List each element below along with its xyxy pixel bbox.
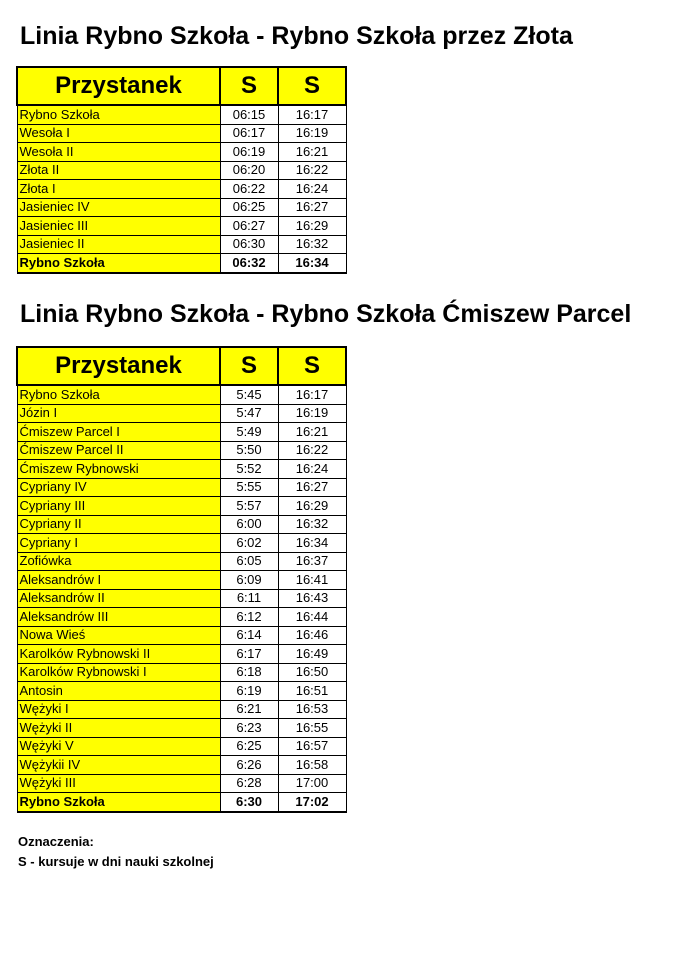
- departure-time: 06:20: [220, 161, 278, 180]
- stop-name: Wężykii IV: [17, 756, 220, 775]
- legend-heading: Oznaczenia:: [18, 834, 94, 849]
- table-row: [17, 552, 346, 571]
- table-row: [17, 385, 346, 404]
- table-row: [17, 700, 346, 719]
- timetable: [16, 346, 347, 813]
- departure-time: 5:52: [220, 460, 278, 479]
- departure-time: 6:17: [220, 645, 278, 664]
- departure-time: 06:30: [220, 235, 278, 254]
- stop-name: Wesoła I: [17, 124, 220, 143]
- table-row: [17, 143, 346, 162]
- table-row: [17, 719, 346, 738]
- departure-time: 16:19: [278, 404, 346, 423]
- stop-name: Rybno Szkoła: [17, 793, 220, 813]
- table-row: [17, 793, 346, 813]
- stop-name: Zofiówka: [17, 552, 220, 571]
- departure-time: 16:32: [278, 235, 346, 254]
- stop-name: Józin I: [17, 404, 220, 423]
- stop-name: Karolków Rybnowski II: [17, 645, 220, 664]
- table-row: [17, 254, 346, 274]
- stop-name: Aleksandrów I: [17, 571, 220, 590]
- stop-name: Cypriany II: [17, 515, 220, 534]
- stop-name: Złota I: [17, 180, 220, 199]
- departure-time: 6:09: [220, 571, 278, 590]
- table-row: [17, 589, 346, 608]
- table-row: [17, 235, 346, 254]
- departure-time: 17:00: [278, 774, 346, 793]
- departure-time: 6:02: [220, 534, 278, 553]
- departure-time: 6:23: [220, 719, 278, 738]
- departure-time: 16:17: [278, 105, 346, 124]
- departure-time: 6:14: [220, 626, 278, 645]
- departure-time: 16:57: [278, 737, 346, 756]
- departure-time: 16:46: [278, 626, 346, 645]
- stop-name: Nowa Wieś: [17, 626, 220, 645]
- legend-item: S - kursuje w dni nauki szkolnej: [18, 854, 214, 869]
- table-row: [17, 180, 346, 199]
- departure-time: 16:58: [278, 756, 346, 775]
- timetable: [16, 66, 347, 274]
- table-row: [17, 571, 346, 590]
- departure-time: 16:55: [278, 719, 346, 738]
- stop-name: Wężyki I: [17, 700, 220, 719]
- table-row: [17, 404, 346, 423]
- departure-time: 16:50: [278, 663, 346, 682]
- departure-time: 06:19: [220, 143, 278, 162]
- departure-time: 16:29: [278, 497, 346, 516]
- departure-time: 16:37: [278, 552, 346, 571]
- header-stop: Przystanek: [17, 347, 220, 385]
- stop-name: Ćmiszew Parcel I: [17, 423, 220, 442]
- departure-time: 16:29: [278, 217, 346, 236]
- departure-time: 6:25: [220, 737, 278, 756]
- departure-time: 16:41: [278, 571, 346, 590]
- header-col2: S: [278, 67, 346, 105]
- departure-time: 16:49: [278, 645, 346, 664]
- departure-time: 6:05: [220, 552, 278, 571]
- stop-name: Ćmiszew Rybnowski: [17, 460, 220, 479]
- table-row: [17, 478, 346, 497]
- departure-time: 16:34: [278, 534, 346, 553]
- header-stop: Przystanek: [17, 67, 220, 105]
- departure-time: 16:22: [278, 161, 346, 180]
- section-title: Linia Rybno Szkoła - Rybno Szkoła Ćmiszew Parcel: [20, 300, 632, 328]
- departure-time: 16:21: [278, 423, 346, 442]
- table-row: [17, 460, 346, 479]
- header-col1: S: [220, 67, 278, 105]
- stop-name: Złota II: [17, 161, 220, 180]
- stop-name: Antosin: [17, 682, 220, 701]
- stop-name: Ćmiszew Parcel II: [17, 441, 220, 460]
- departure-time: 16:21: [278, 143, 346, 162]
- table-row: [17, 534, 346, 553]
- legend: [18, 832, 214, 872]
- departure-time: 16:22: [278, 441, 346, 460]
- departure-time: 5:50: [220, 441, 278, 460]
- stop-name: Wesoła II: [17, 143, 220, 162]
- departure-time: 16:34: [278, 254, 346, 274]
- table-row: [17, 756, 346, 775]
- table-row: [17, 682, 346, 701]
- departure-time: 16:51: [278, 682, 346, 701]
- departure-time: 6:19: [220, 682, 278, 701]
- table-header-row: [17, 67, 346, 105]
- table-row: [17, 737, 346, 756]
- departure-time: 5:45: [220, 385, 278, 404]
- table-row: [17, 626, 346, 645]
- stop-name: Jasieniec IV: [17, 198, 220, 217]
- header-col2: S: [278, 347, 346, 385]
- departure-time: 06:15: [220, 105, 278, 124]
- table-row: [17, 124, 346, 143]
- departure-time: 06:17: [220, 124, 278, 143]
- departure-time: 6:00: [220, 515, 278, 534]
- stop-name: Rybno Szkoła: [17, 105, 220, 124]
- departure-time: 6:21: [220, 700, 278, 719]
- stop-name: Aleksandrów III: [17, 608, 220, 627]
- table-row: [17, 441, 346, 460]
- departure-time: 6:26: [220, 756, 278, 775]
- stop-name: Karolków Rybnowski I: [17, 663, 220, 682]
- stop-name: Cypriany I: [17, 534, 220, 553]
- stop-name: Wężyki III: [17, 774, 220, 793]
- departure-time: 16:19: [278, 124, 346, 143]
- table-row: [17, 198, 346, 217]
- departure-time: 5:47: [220, 404, 278, 423]
- stop-name: Cypriany IV: [17, 478, 220, 497]
- departure-time: 16:27: [278, 198, 346, 217]
- section-title: Linia Rybno Szkoła - Rybno Szkoła przez Złota: [20, 22, 573, 50]
- table-row: [17, 105, 346, 124]
- departure-time: 16:44: [278, 608, 346, 627]
- table-row: [17, 217, 346, 236]
- departure-time: 6:12: [220, 608, 278, 627]
- stop-name: Rybno Szkoła: [17, 385, 220, 404]
- departure-time: 5:49: [220, 423, 278, 442]
- table-row: [17, 515, 346, 534]
- departure-time: 06:32: [220, 254, 278, 274]
- table-row: [17, 423, 346, 442]
- departure-time: 6:28: [220, 774, 278, 793]
- departure-time: 6:30: [220, 793, 278, 813]
- stop-name: Wężyki II: [17, 719, 220, 738]
- stop-name: Wężyki V: [17, 737, 220, 756]
- departure-time: 16:43: [278, 589, 346, 608]
- table-row: [17, 608, 346, 627]
- stop-name: Jasieniec III: [17, 217, 220, 236]
- stop-name: Jasieniec II: [17, 235, 220, 254]
- stop-name: Rybno Szkoła: [17, 254, 220, 274]
- table-row: [17, 663, 346, 682]
- departure-time: 17:02: [278, 793, 346, 813]
- departure-time: 06:27: [220, 217, 278, 236]
- departure-time: 16:17: [278, 385, 346, 404]
- departure-time: 16:27: [278, 478, 346, 497]
- departure-time: 16:32: [278, 515, 346, 534]
- departure-time: 16:53: [278, 700, 346, 719]
- departure-time: 06:22: [220, 180, 278, 199]
- stop-name: Cypriany III: [17, 497, 220, 516]
- departure-time: 16:24: [278, 460, 346, 479]
- table-row: [17, 645, 346, 664]
- departure-time: 5:57: [220, 497, 278, 516]
- stop-name: Aleksandrów II: [17, 589, 220, 608]
- table-row: [17, 161, 346, 180]
- table-row: [17, 774, 346, 793]
- table-header-row: [17, 347, 346, 385]
- table-row: [17, 497, 346, 516]
- departure-time: 6:11: [220, 589, 278, 608]
- departure-time: 6:18: [220, 663, 278, 682]
- header-col1: S: [220, 347, 278, 385]
- departure-time: 06:25: [220, 198, 278, 217]
- departure-time: 5:55: [220, 478, 278, 497]
- departure-time: 16:24: [278, 180, 346, 199]
